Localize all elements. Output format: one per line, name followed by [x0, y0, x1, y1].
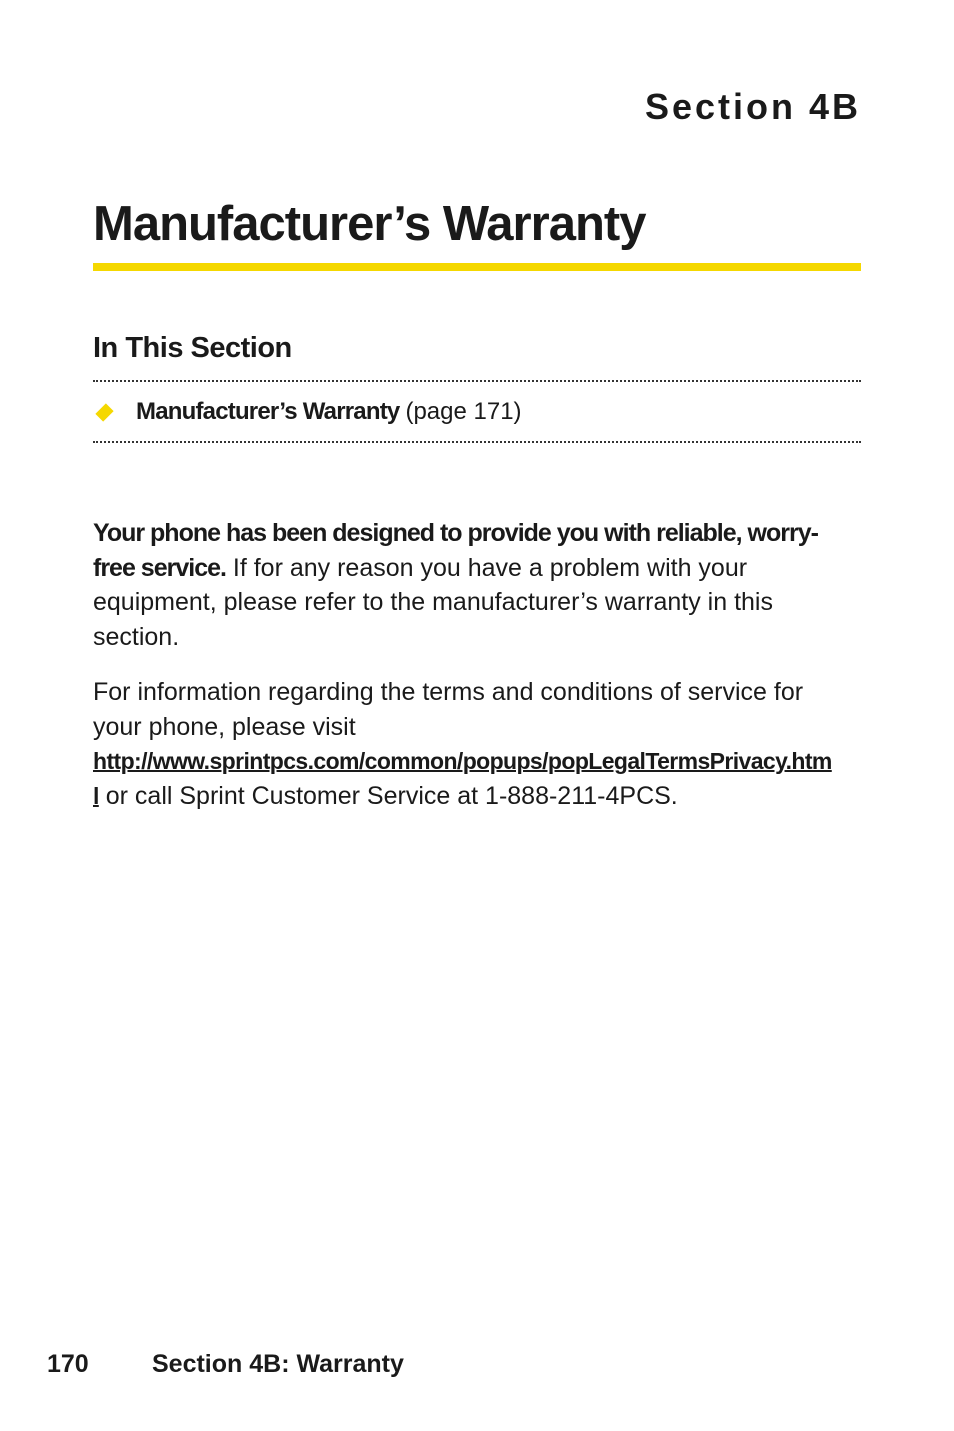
page-footer	[47, 1350, 404, 1379]
terms-paragraph	[93, 675, 833, 813]
dotted-divider-bottom	[93, 441, 861, 443]
dotted-divider-top	[93, 380, 861, 382]
in-this-section-heading: In This Section	[93, 332, 292, 364]
intro-lead: Your phone has been designed to provide you with reliable, worry-free service.	[93, 519, 818, 582]
intro-rest: If for any reason you have a problem with your equipment, please refer to the manufacturer’s warranty in this section.	[93, 553, 773, 651]
page-number: 170	[47, 1350, 89, 1378]
page-title: Manufacturer’s Warranty	[93, 197, 646, 251]
toc-item-title[interactable]: Manufacturer’s Warranty	[136, 398, 400, 425]
terms-text-before-link: For information regarding the terms and conditions of service for your phone, please visit	[93, 678, 804, 741]
terms-text-after-link: or call Sprint Customer Service at 1-888-211-4PCS.	[98, 781, 678, 810]
intro-paragraph	[93, 516, 833, 654]
section-label: Section 4B	[644, 86, 861, 127]
toc-item-page-ref: (page 171)	[405, 398, 522, 425]
toc-item[interactable]	[96, 398, 522, 426]
title-underline	[93, 263, 861, 271]
footer-section-title: Section 4B: Warranty	[152, 1350, 404, 1378]
terms-privacy-link[interactable]: http://www.sprintpcs.com/common/popups/popLegalTermsPrivacy.html	[93, 748, 832, 809]
diamond-bullet-icon	[95, 403, 113, 421]
